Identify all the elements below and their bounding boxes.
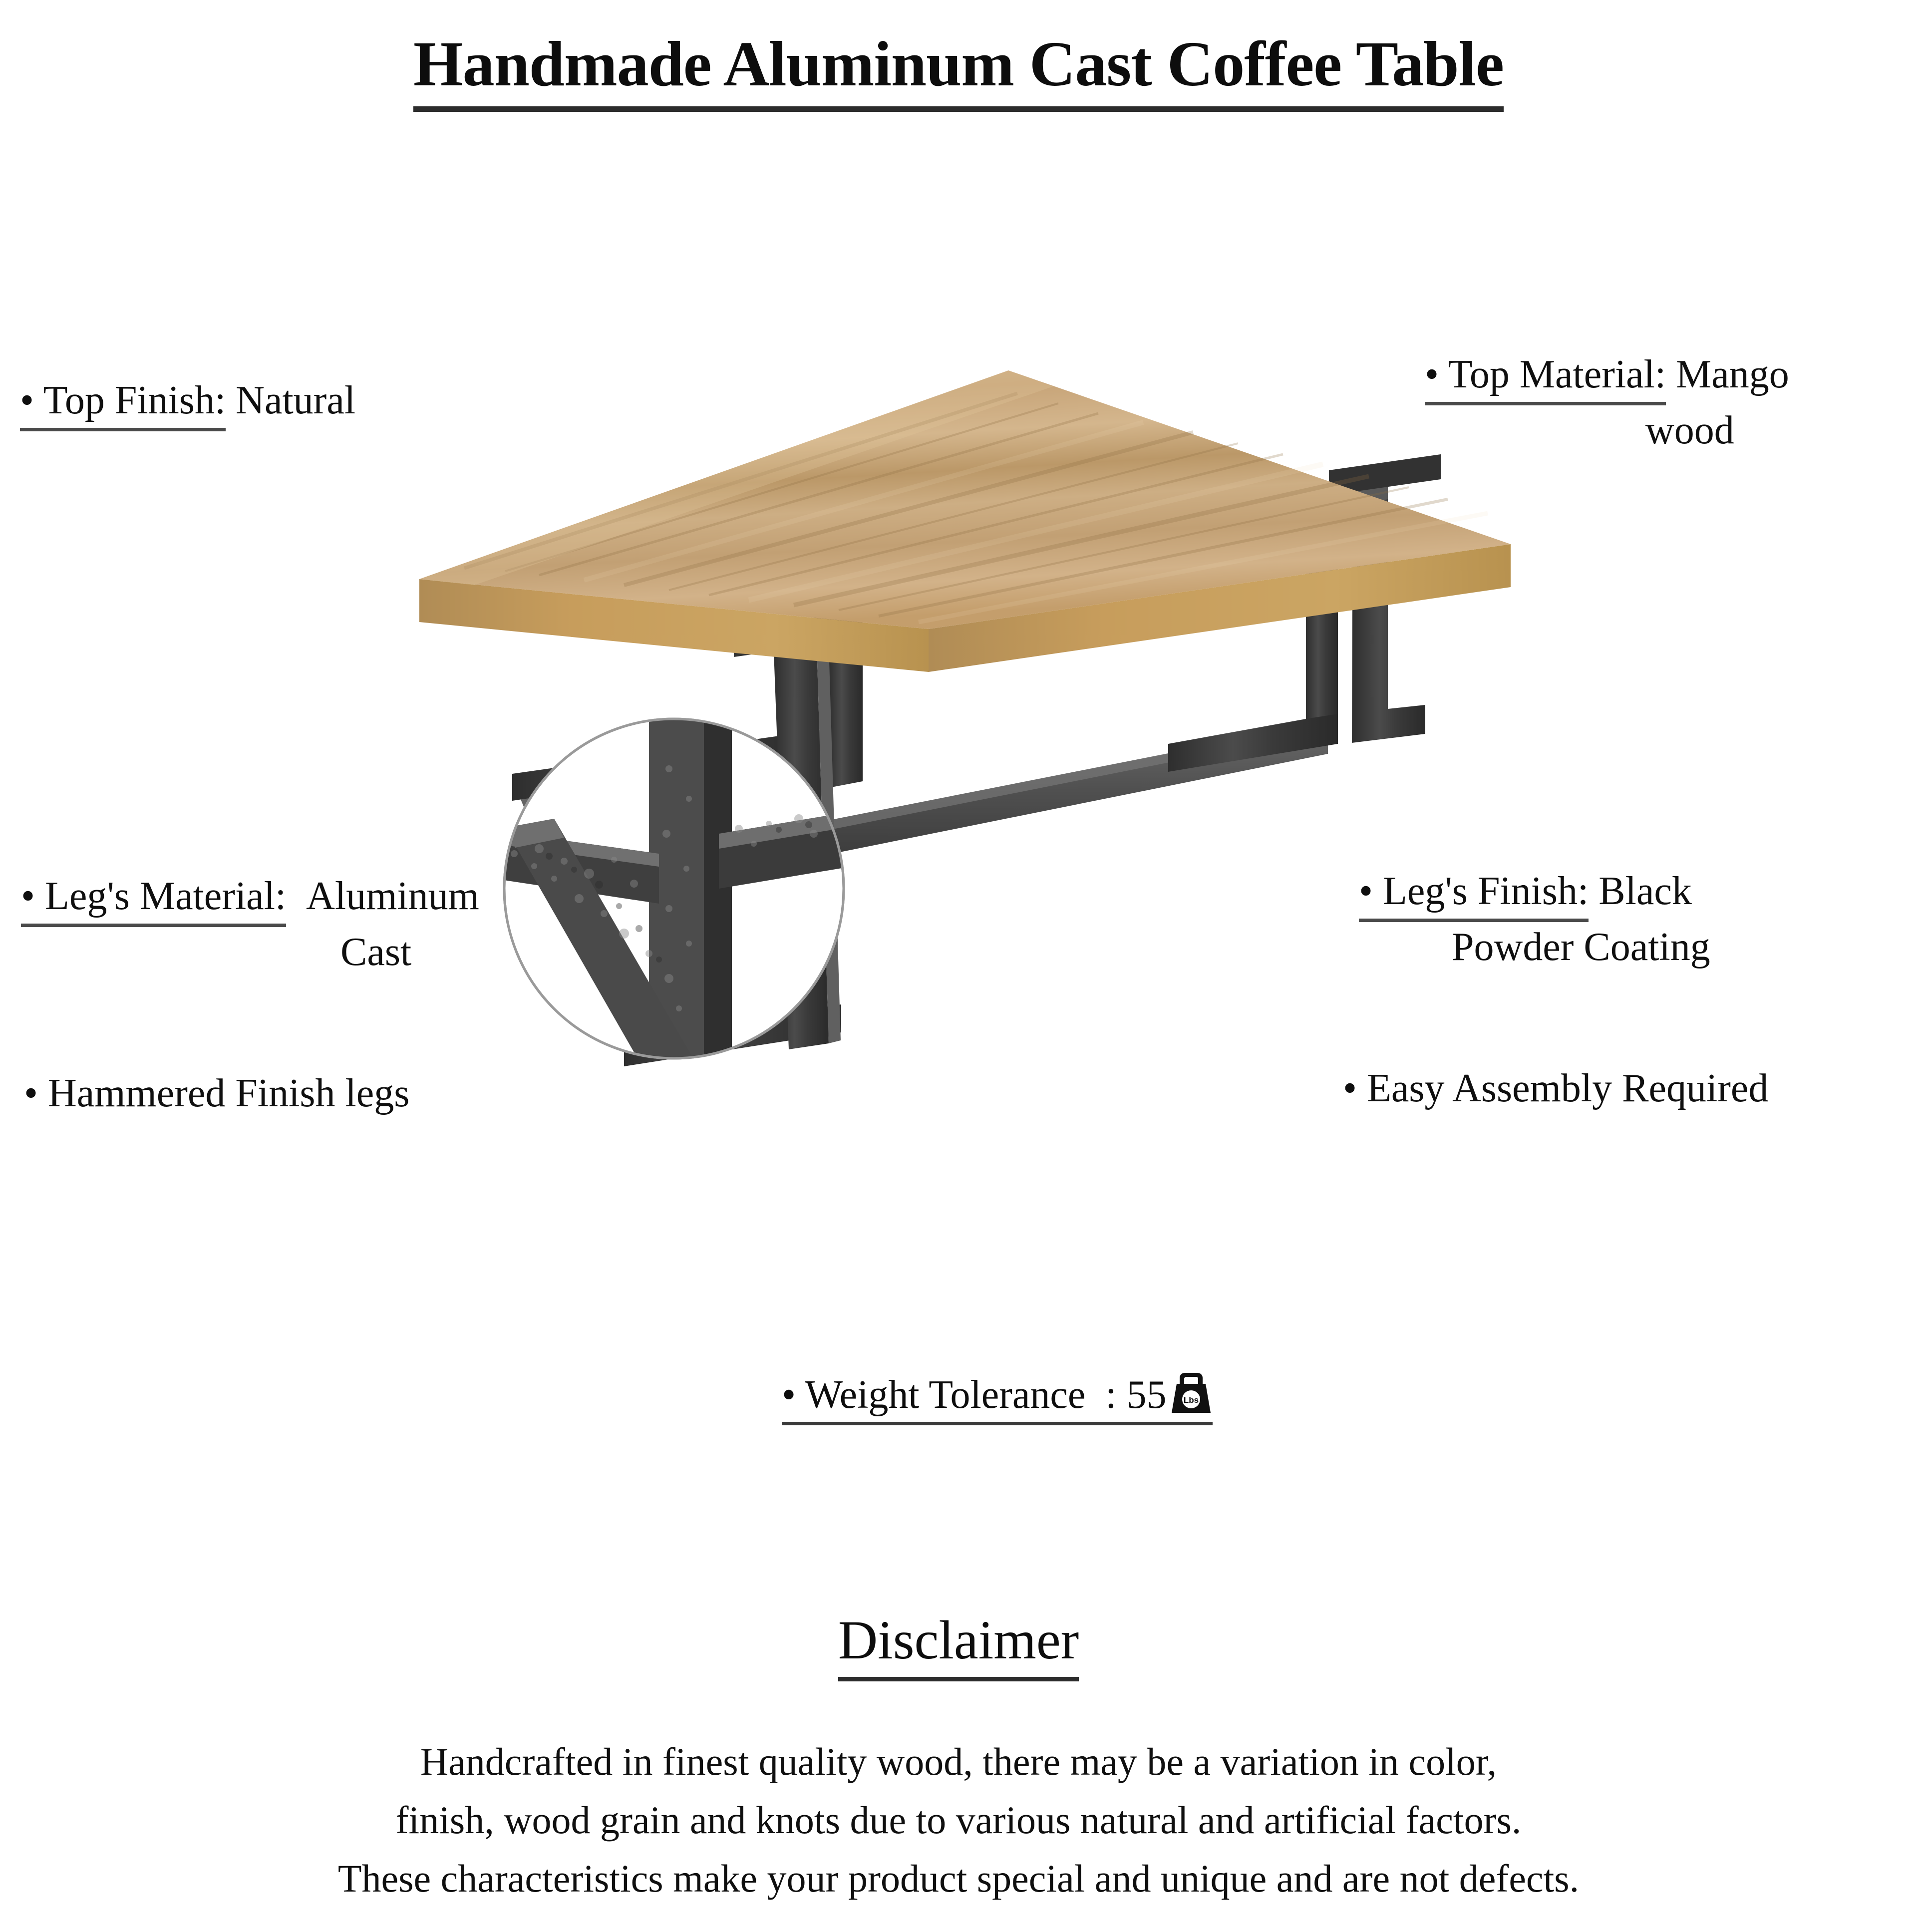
disclaimer-line-3: These characteristics make your product special and unique and are not defects. (337, 1857, 1580, 1900)
annotation-legs-material-key: • Leg's Material: (21, 871, 286, 927)
weight-lbs-icon (1170, 1369, 1213, 1415)
table-wood-top (419, 370, 1511, 672)
annotation-hammered-finish (24, 1068, 409, 1119)
bullet-icon: • (782, 1373, 796, 1417)
annotation-legs-finish-key: • Leg's Finish: (1359, 866, 1589, 922)
annotation-top-finish (20, 375, 355, 431)
bullet-icon: • (1425, 352, 1439, 396)
annotation-legs-finish (1359, 866, 1710, 972)
page-title-text: Handmade Aluminum Cast Coffee Table (413, 29, 1504, 112)
disclaimer-heading-text: Disclaimer (838, 1609, 1079, 1681)
annotation-top-material-value: Mango (1676, 352, 1789, 396)
annotation-top-material (1425, 349, 1789, 456)
disclaimer-heading (0, 1609, 1917, 1681)
annotation-top-finish-key: • Top Finish: (20, 375, 226, 431)
annotation-weight-tolerance-value: 55 (1126, 1373, 1167, 1417)
annotation-weight-tolerance-underlined (782, 1369, 1213, 1425)
bullet-icon: • (21, 874, 35, 918)
annotation-easy-assembly-text: Easy Assembly Required (1367, 1066, 1769, 1110)
disclaimer-body (0, 1732, 1917, 1908)
annotation-legs-material-value: Aluminum (306, 874, 479, 918)
annotation-legs-finish-value: Black (1598, 869, 1692, 913)
annotation-weight-tolerance (782, 1369, 1213, 1425)
annotation-top-material-value-line2: wood (1645, 408, 1734, 452)
bullet-icon: • (1343, 1066, 1357, 1110)
bullet-icon: • (24, 1071, 38, 1115)
annotation-legs-material-value-line2: Cast (340, 930, 412, 974)
annotation-weight-tolerance-separator: : (1105, 1373, 1117, 1417)
bullet-icon: • (1359, 869, 1373, 913)
weight-unit-label: Lbs (1183, 1395, 1199, 1405)
disclaimer-line-1: Handcrafted in finest quality wood, there may be a variation in color, (420, 1740, 1497, 1783)
page-title (0, 29, 1917, 112)
annotation-easy-assembly (1343, 1063, 1768, 1114)
bullet-icon: • (20, 378, 34, 422)
disclaimer-line-2: finish, wood grain and knots due to various natural and artificial factors. (395, 1798, 1522, 1842)
annotation-top-material-key: • Top Material: (1425, 349, 1666, 405)
annotation-legs-finish-value-line2: Powder Coating (1452, 925, 1710, 969)
annotation-top-finish-value: Natural (236, 378, 356, 422)
annotation-hammered-finish-text: Hammered Finish legs (48, 1071, 410, 1115)
annotation-legs-material (21, 871, 479, 977)
annotation-weight-tolerance-label: Weight Tolerance (805, 1373, 1086, 1417)
